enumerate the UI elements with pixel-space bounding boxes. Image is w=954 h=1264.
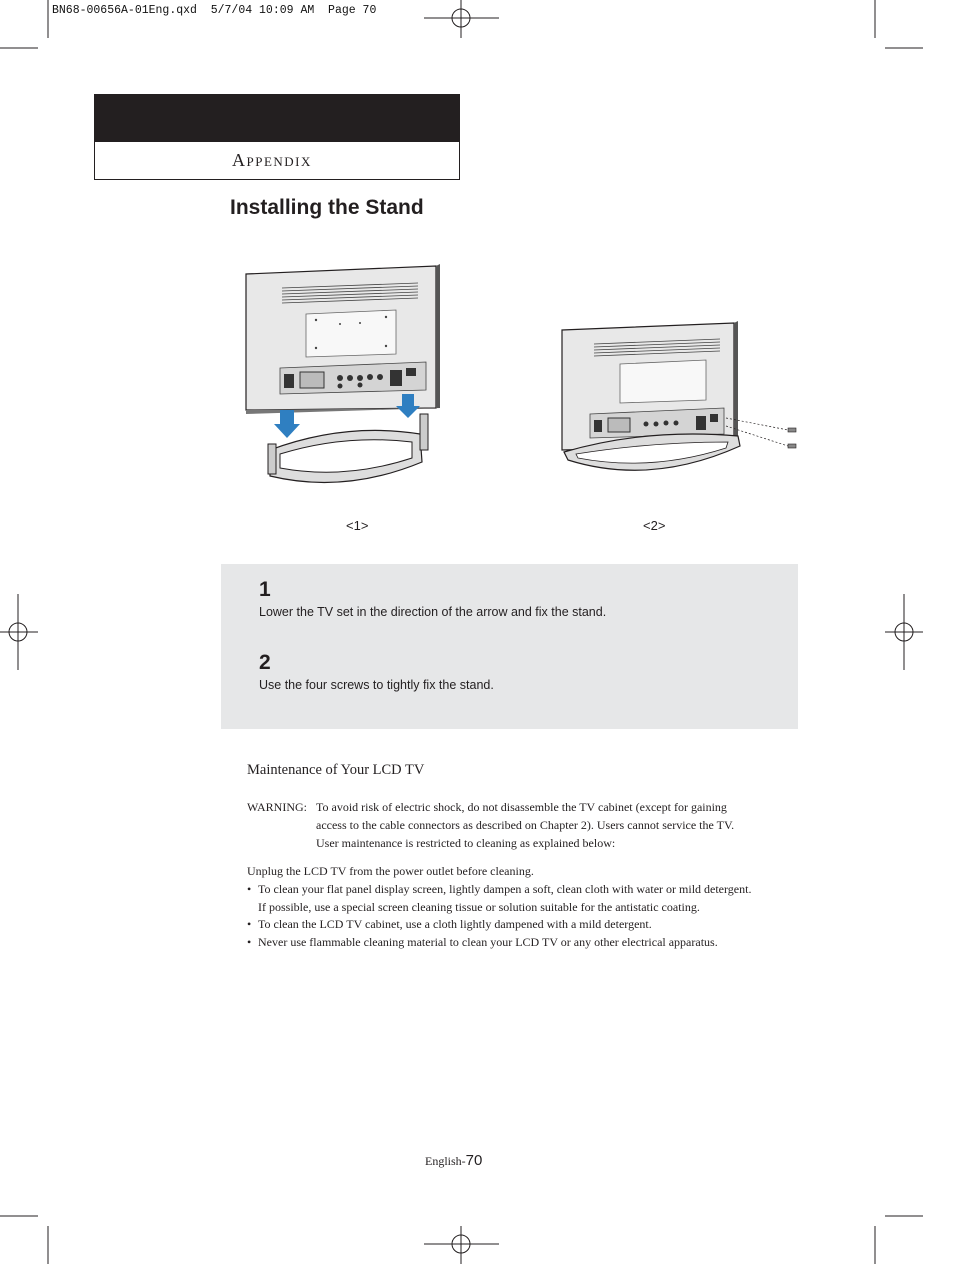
bullet-1-line-1: To clean your flat panel display screen, lightly dampen a soft, clean cloth with water or mild detergent. (258, 882, 752, 896)
step-text-2: Use the four screws to tightly fix the stand. (259, 678, 494, 692)
footer-prefix: English- (425, 1154, 466, 1168)
cleaning-intro: Unplug the LCD TV from the power outlet before cleaning. (247, 864, 534, 878)
warning-line-2: access to the cable connectors as described on Chapter 2). Users cannot service the TV. (316, 818, 735, 832)
page-number: 70 (465, 1152, 483, 1169)
section-label-cap: A (232, 150, 247, 170)
warning-line-3: User maintenance is restricted to cleaning as explained below: (316, 836, 616, 850)
step-number-2: 2 (259, 651, 271, 674)
page-title: Installing the Stand (230, 196, 424, 219)
section-label (232, 150, 312, 171)
bullet-marker-3: • (247, 935, 252, 949)
figure-caption-1: <1> (346, 518, 369, 533)
steps-panel (221, 564, 798, 729)
warning-label: WARNING: (247, 800, 307, 814)
stand-illustration-1 (240, 262, 450, 490)
step-text-1: Lower the TV set in the direction of the arrow and fix the stand. (259, 605, 607, 619)
warning-line-1: To avoid risk of electric shock, do not disassemble the TV cabinet (except for gaining (316, 800, 727, 814)
maintenance-heading: Maintenance of Your LCD TV (247, 762, 425, 778)
figure-caption-2: <2> (643, 518, 666, 533)
bullet-1-line-2: If possible, use a special screen cleaning tissue or solution suitable for the antistatic coating. (258, 900, 700, 914)
stand-illustration-2 (556, 318, 806, 480)
section-label-rest: PPENDIX (246, 154, 312, 169)
bullet-3-line-1: Never use flammable cleaning material to clean your LCD TV or any other electrical apparatus. (258, 935, 718, 949)
section-header-bar (94, 94, 460, 142)
bullet-marker-1: • (247, 882, 252, 896)
page-footer (425, 1152, 482, 1169)
bullet-marker-2: • (247, 917, 252, 931)
print-slug: BN68-00656A-01Eng.qxd 5/7/04 10:09 AM Page 70 (52, 4, 377, 17)
bullet-2-line-1: To clean the LCD TV cabinet, use a cloth lightly dampened with a mild detergent. (258, 917, 652, 931)
step-number-1: 1 (259, 578, 271, 601)
